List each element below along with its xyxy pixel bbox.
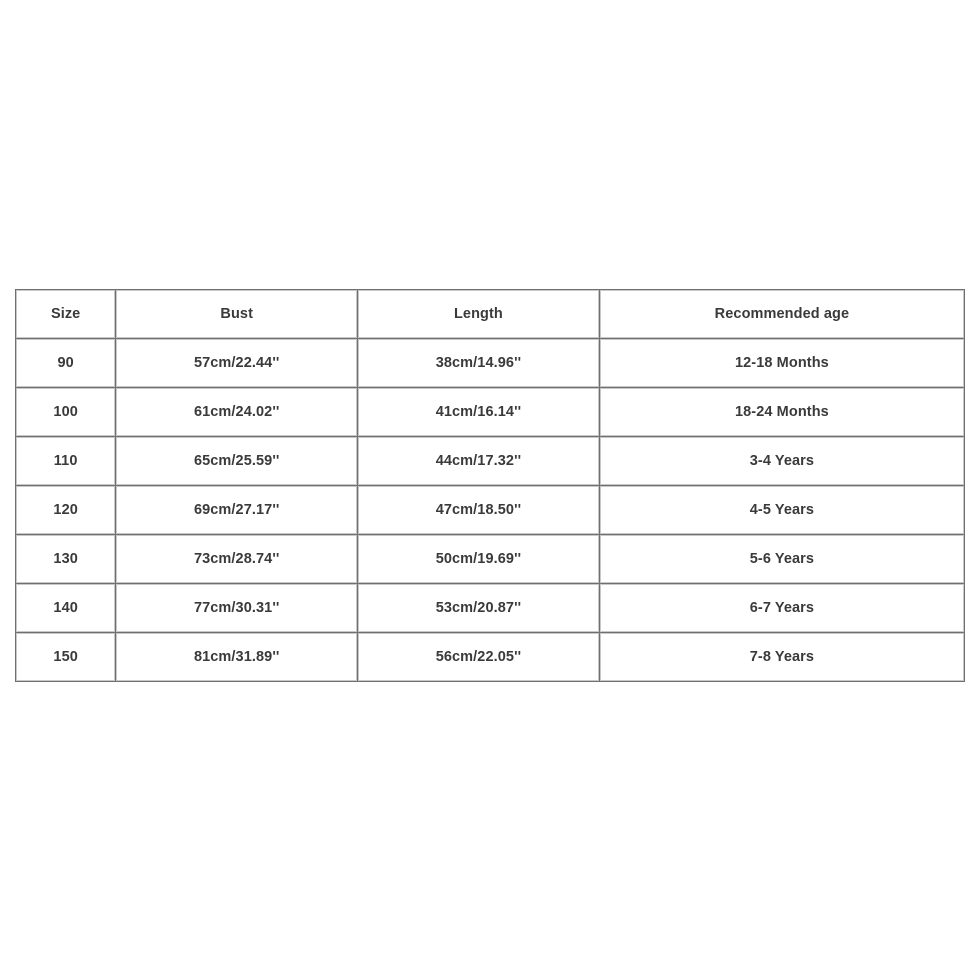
cell-size: 100 [16, 388, 116, 437]
cell-size: 90 [16, 339, 116, 388]
header-bust: Bust [116, 290, 358, 339]
cell-length: 41cm/16.14'' [358, 388, 600, 437]
table-row [16, 633, 965, 682]
table-row [16, 437, 965, 486]
cell-bust: 69cm/27.17'' [116, 486, 358, 535]
cell-recommended-age: 7-8 Years [599, 633, 964, 682]
table-row [16, 486, 965, 535]
size-chart-table [15, 289, 965, 682]
header-length: Length [358, 290, 600, 339]
table-row [16, 339, 965, 388]
cell-size: 130 [16, 535, 116, 584]
cell-length: 38cm/14.96'' [358, 339, 600, 388]
cell-bust: 61cm/24.02'' [116, 388, 358, 437]
cell-length: 44cm/17.32'' [358, 437, 600, 486]
cell-recommended-age: 5-6 Years [599, 535, 964, 584]
header-row [16, 290, 965, 339]
table-body [16, 339, 965, 682]
cell-length: 47cm/18.50'' [358, 486, 600, 535]
cell-bust: 77cm/30.31'' [116, 584, 358, 633]
header-recommended-age: Recommended age [599, 290, 964, 339]
cell-bust: 81cm/31.89'' [116, 633, 358, 682]
table-row [16, 388, 965, 437]
table-row [16, 584, 965, 633]
cell-size: 150 [16, 633, 116, 682]
cell-size: 110 [16, 437, 116, 486]
table-row [16, 535, 965, 584]
header-size: Size [16, 290, 116, 339]
cell-length: 56cm/22.05'' [358, 633, 600, 682]
cell-bust: 57cm/22.44'' [116, 339, 358, 388]
cell-recommended-age: 12-18 Months [599, 339, 964, 388]
cell-size: 140 [16, 584, 116, 633]
cell-recommended-age: 3-4 Years [599, 437, 964, 486]
cell-recommended-age: 18-24 Months [599, 388, 964, 437]
cell-length: 53cm/20.87'' [358, 584, 600, 633]
cell-recommended-age: 4-5 Years [599, 486, 964, 535]
cell-bust: 65cm/25.59'' [116, 437, 358, 486]
cell-length: 50cm/19.69'' [358, 535, 600, 584]
cell-size: 120 [16, 486, 116, 535]
table-header [16, 290, 965, 339]
cell-bust: 73cm/28.74'' [116, 535, 358, 584]
cell-recommended-age: 6-7 Years [599, 584, 964, 633]
